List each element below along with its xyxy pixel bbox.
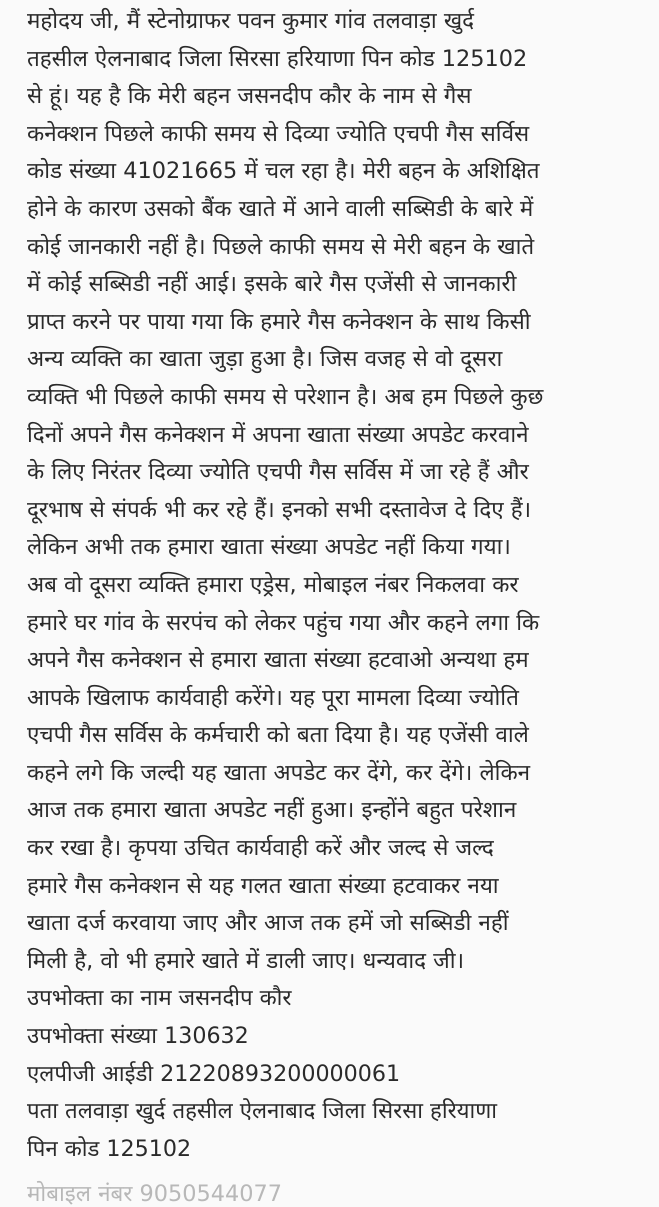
letter-line: आपके खिलाफ कार्यवाही करेंगे। यह पूरा मामला दिव्या ज्योति <box>27 684 519 711</box>
letter-line: हमारे घर गांव के सरपंच को लेकर पहुंच गया और कहने लगा कि <box>27 609 540 636</box>
letter-line: दिनों अपने गैस कनेक्शन में अपना खाता संख्या अपडेट करवाने <box>27 421 529 448</box>
letter-line: आज तक हमारा खाता अपडेट नहीं हुआ। इन्होंने बहुत परेशान <box>27 797 517 824</box>
letter-line: अपने गैस कनेक्शन से हमारा खाता संख्या हटवाओ अन्यथा हम <box>27 647 529 674</box>
letter-line: अब वो दूसरा व्यक्ति हमारा एड्रेस, मोबाइल नंबर निकलवा कर <box>27 571 519 598</box>
letter-line: महोदय जी, मैं स्टेनोग्राफर पवन कुमार गांव तलवाड़ा खुर्द <box>27 8 475 34</box>
letter-line: से हूं। यह है कि मेरी बहन जसनदीप कौर के नाम से गैस <box>27 83 472 110</box>
consumer-number: उपभोक्ता संख्या 130632 <box>27 1023 249 1050</box>
letter-line: खाता दर्ज करवाया जाए और आज तक हमें जो सब्सिडी नहीं <box>27 910 509 937</box>
letter-line: एचपी गैस सर्विस के कर्मचारी को बता दिया है। यह एजेंसी वाले <box>27 722 529 749</box>
address-pin: पिन कोड 125102 <box>27 1135 192 1162</box>
address-line: पता तलवाड़ा खुर्द तहसील ऐलनाबाद जिला सिरसा हरियाणा <box>27 1098 498 1125</box>
letter-line: तहसील ऐलनाबाद जिला सिरसा हरियाणा पिन कोड 125102 <box>27 45 528 72</box>
letter-line: प्राप्त करने पर पाया गया कि हमारे गैस कनेक्शन के साथ किसी <box>27 308 531 335</box>
letter-line: कनेक्शन पिछले काफी समय से दिव्या ज्योति एचपी गैस सर्विस <box>27 120 530 147</box>
letter-line: कोई जानकारी नहीं है। पिछले काफी समय से मेरी बहन के खाते <box>27 233 535 260</box>
letter-line: लेकिन अभी तक हमारा खाता संख्या अपडेट नहीं किया गया। <box>27 534 511 561</box>
letter-line: मिली है, वो भी हमारे खाते में डाली जाए। धन्यवाद जी। <box>27 947 465 974</box>
letter-body <box>27 3 639 1168</box>
lpg-id: एलपीजी आईडी 21220893200000061 <box>27 1060 401 1087</box>
letter-line: होने के कारण उसको बैंक खाते में आने वाली सब्सिडी के बारे में <box>27 195 534 222</box>
consumer-name: उपभोक्ता का नाम जसनदीप कौर <box>27 985 292 1012</box>
letter-line: कोड संख्या 41021665 में चल रहा है। मेरी बहन के अशिक्षित <box>27 158 540 185</box>
letter-line: कर रखा है। कृपया उचित कार्यवाही करें और जल्द से जल्द <box>27 835 494 862</box>
letter-line: अन्य व्यक्ति का खाता जुड़ा हुआ है। जिस वजह से वो दूसरा <box>27 346 503 373</box>
letter-line: के लिए निरंतर दिव्या ज्योति एचपी गैस सर्विस में जा रहे हैं और <box>27 459 529 486</box>
letter-line: दूरभाष से संपर्क भी कर रहे हैं। इनको सभी दस्तावेज दे दिए हैं। <box>27 496 532 523</box>
letter-line: हमारे गैस कनेक्शन से यह गलत खाता संख्या हटवाकर नया <box>27 872 499 899</box>
letter-line: कहने लगे कि जल्दी यह खाता अपडेट कर देंगे, कर देंगे। लेकिन <box>27 759 531 786</box>
letter-line: व्यक्ति भी पिछले काफी समय से परेशान है। अब हम पिछले कुछ <box>27 383 544 410</box>
cutoff-mobile-line: मोबाइल नंबर 9050544077 <box>27 1181 283 1207</box>
letter-line: में कोई सब्सिडी नहीं आई। इसके बारे गैस एजेंसी से जानकारी <box>27 271 517 298</box>
